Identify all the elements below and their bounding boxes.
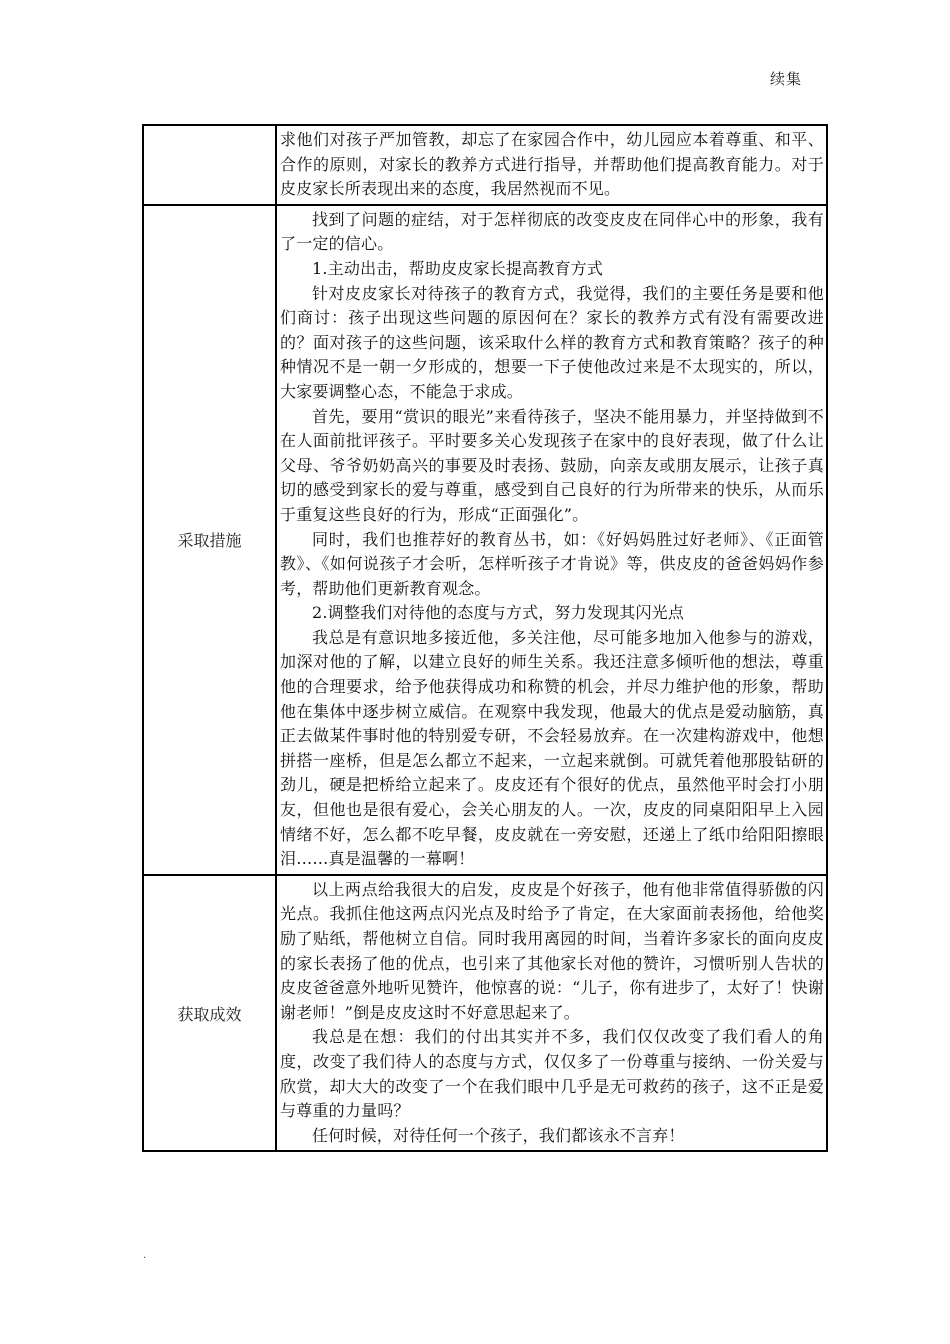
paragraph: 针对皮皮家长对待孩子的教育方式，我觉得，我们的主要任务是要和他们商讨：孩子出现这些问题的原因何在？家长的教养方式有没有需要改进的？面对孩子的这些问题，该采取什么样的教育方式和教育策略？孩子的种种情况不是一朝一夕形成的，想要一下子使他改过来是不太现实的，所以，大家要调整心态，不能急于求成。 <box>280 283 824 401</box>
paragraph: 我总是在想：我们的付出其实并不多，我们仅仅改变了我们看人的角度，改变了我们待人的态度与方式，仅仅多了一份尊重与接纳、一份关爱与欣赏，却大大的改变了一个在我们眼中几乎是无可救药的孩子，这不正是爱与尊重的力量吗？ <box>280 1027 824 1121</box>
table-row <box>143 205 827 875</box>
continued-label: 续集 <box>770 70 803 88</box>
paragraph: 任何时候，对待任何一个孩子，我们都该永不言弃！ <box>312 1125 685 1145</box>
footer-mark: . <box>143 1250 147 1261</box>
table-row <box>143 875 827 1152</box>
table-row <box>143 125 827 205</box>
paragraph: 找到了问题的症结，对于怎样彻底的改变皮皮在同伴心中的形象，我有了一定的信心。 <box>280 209 824 254</box>
row-content <box>276 125 827 205</box>
row-content <box>276 875 827 1152</box>
paragraph: 我总是有意识地多接近他，多关注他，尽可能多地加入他参与的游戏，加深对他的了解，以建立良好的师生关系。我还注意多倾听他的想法，尊重他的合理要求，给予他获得成功和称赞的机会，并尽力维护他的形象，帮助他在集体中逐步树立威信。在观察中我发现，他最大的优点是爱动脑筋，真正去做某件事时他的特别爱专研，不会轻易放弃。在一次建构游戏中，他想拼搭一座桥，但是怎么都立不起来，一立起来就倒。可就凭着他那股钻研的劲儿，硬是把桥给立起来了。皮皮还有个很好的优点，虽然他平时会打小朋友，但他也是很有爱心，会关心朋友的人。一次，皮皮的同桌阳阳早上入园情绪不好，怎么都不吃早餐，皮皮就在一旁安慰，还递上了纸巾给阳阳擦眼泪……真是温馨的一幕啊！ <box>280 627 824 869</box>
record-table <box>142 124 828 1152</box>
row-label-measures: 采取措施 <box>143 205 276 875</box>
paragraph: 以上两点给我很大的启发，皮皮是个好孩子，他有他非常值得骄傲的闪光点。我抓住他这两点闪光点及时给予了肯定，在大家面前表扬他，给他奖励了贴纸，帮他树立自信。同时我用离园的时间，当着许多家长的面向皮皮的家长表扬了他的优点，也引来了其他家长对他的赞许，习惯听别人告状的皮皮爸爸意外地听见赞许，他惊喜的说：“儿子，你有进步了，太好了！快谢谢老师！”倒是皮皮这时不好意思起来了。 <box>280 879 824 1022</box>
paragraph: 首先，要用“赏识的眼光”来看待孩子，坚决不能用暴力，并坚持做到不在人面前批评孩子。平时要多关心发现孩子在家中的良好表现，做了什么让父母、爷爷奶奶高兴的事要及时表扬、鼓励，向亲友或朋友展示，让孩子真切的感受到家长的爱与尊重，感受到自己良好的行为所带来的快乐，从而乐于重复这些良好的行为，形成“正面强化”。 <box>280 406 824 524</box>
paragraph: 求他们对孩子严加管教，却忘了在家园合作中，幼儿园应本着尊重、和平、合作的原则，对家长的教养方式进行指导，并帮助他们提高教育能力。对于皮皮家长所表现出来的态度，我居然视而不见。 <box>280 130 824 199</box>
section-heading: 2.调整我们对待他的态度与方式，努力发现其闪光点 <box>312 603 685 623</box>
section-heading: 1.主动出击，帮助皮皮家长提高教育方式 <box>312 258 604 278</box>
row-content <box>276 205 827 875</box>
row-label-results: 获取成效 <box>143 875 276 1152</box>
row-label <box>143 125 276 205</box>
paragraph: 同时，我们也推荐好的教育丛书，如：《好妈妈胜过好老师》、《正面管教》、《如何说孩子才会听，怎样听孩子才肯说》等，供皮皮的爸爸妈妈作参考，帮助他们更新教育观念。 <box>280 529 824 598</box>
